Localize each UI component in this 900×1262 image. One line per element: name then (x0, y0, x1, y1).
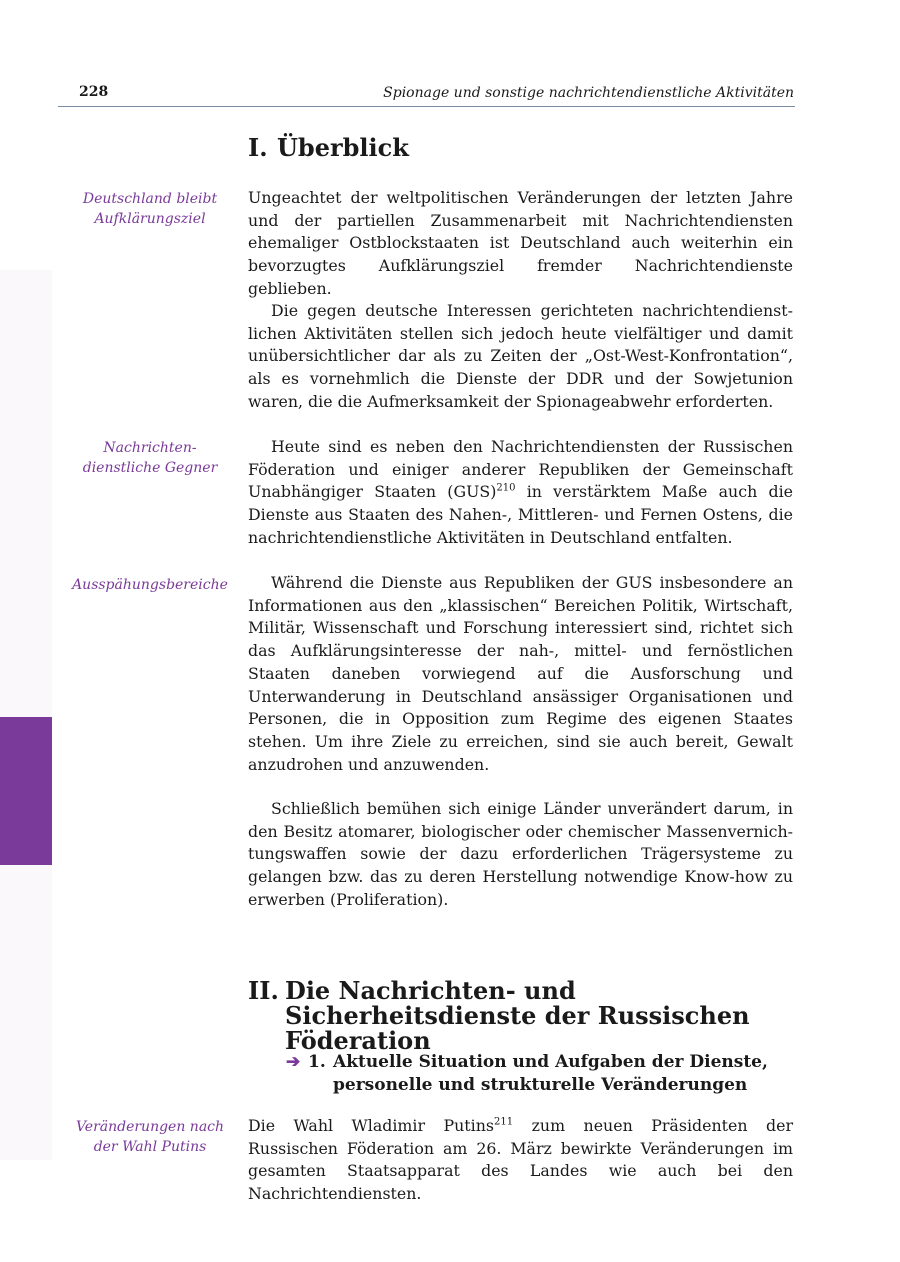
page-number: 228 (79, 84, 109, 100)
margin-tint (0, 270, 52, 1160)
subsection-heading (286, 1051, 806, 1097)
paragraph-text: Schließlich bemühen sich einige Länder unverändert darum, in den Besitz atomarer, biologischer oder chemischer Massenvernichtungswaffen sowie der dazu erforderlichen Trägersysteme zu gelangen bzw. das zu deren Herstellung notwendige Know-how zu erwerben (Proliferation). (248, 799, 793, 909)
running-title: Spionage und sonstige nachrichtendienstliche Aktivitäten (383, 85, 794, 101)
section-number: II. (248, 976, 279, 1005)
chapter-thumb-tab (0, 717, 52, 865)
margin-note-opponents: Nachrichten-dienstliche Gegner (82, 440, 218, 476)
paragraph-text (248, 436, 793, 550)
paragraph-text (248, 1115, 793, 1206)
paragraph-text: Die gegen deutsche Interessen gerichteten nachrichtendienstlichen Aktivitäten stellen sich jedoch heute vielfältiger und damit unübersichtlicher dar als zu Zeiten der „Ost-West-Konfrontation“, als es vornehmlich die Dienste der DDR und der Sowjetunion waren, die die Aufmerksamkeit der Spionageabwehr erforderten. (248, 301, 793, 411)
section-number: I. (248, 133, 268, 162)
paragraph (248, 1115, 793, 1206)
margin-note-putin: Veränderungen nach der Wahl Putins (75, 1119, 225, 1155)
subsection-title: Aktuelle Situation und Aufgaben der Dienste, personelle und strukturelle Veränderungen (333, 1052, 768, 1095)
subsection-number: 1. (308, 1052, 326, 1072)
paragraph (248, 300, 793, 414)
section-heading-overview (248, 135, 808, 160)
paragraph (248, 436, 793, 550)
footnote-ref[interactable]: 210 (496, 483, 516, 495)
section-heading-russian-services (248, 978, 808, 1053)
paragraph (248, 187, 793, 301)
margin-note-target: Deutschland bleibt Aufklärungsziel (82, 191, 218, 227)
paragraph (248, 798, 793, 912)
paragraph (248, 572, 793, 776)
paragraph-text: Während die Dienste aus Republiken der GUS insbesondere an Informationen aus den „klassischen“ Bereichen Politik, Wirtschaft, Militär, Wissenschaft und Forschung interessiert sind, richtet sich das Aufklärungsinteresse der nah-, mittel- und fernöstlichen Staaten daneben vorwiegend auf die Ausforschung und Unterwanderung in Deutschland ansässiger Organisationen und Personen, die in Opposition zum Regime des eigenen Staates stehen. Um ihre Ziele zu erreichen, sind sie auch bereit, Gewalt anzudrohen und anzuwenden. (248, 573, 793, 774)
margin-note-spying-areas: Ausspähungsbereiche (72, 577, 228, 593)
text-run: zum neuen Präsidenten der Russischen Föderation am 26. März bewirkte Veränderungen im gesamten Staatsapparat des Landes wie auch bei den Nachrichtendiensten. (248, 1116, 793, 1204)
text-run: Die Wahl Wladimir Putins (248, 1116, 494, 1135)
text-run: in verstärktem Maße auch die Dienste aus Staaten des Nahen-, Mittleren- und Fernen Ostens, die nachrichtendienstliche Aktivitäten in Deutschland entfalten. (248, 482, 793, 547)
header-rule (58, 106, 795, 107)
section-title: Die Nachrichten- und Sicherheitsdienste der Russischen Föderation (285, 976, 750, 1055)
footnote-ref[interactable]: 211 (493, 1116, 514, 1128)
paragraph-text: Ungeachtet der weltpolitischen Veränderungen der letzten Jahre und der partiellen Zusammenarbeit mit Nachrichtendiensten ehemaliger Ostblockstaaten ist Deutschland auch weiterhin ein bevorzugtes Aufklärungsziel fremder Nachrichtendienste geblieben. (248, 188, 793, 298)
text-run: Heute sind es neben den Nachrichtendiensten der Russischen Föderation und einiger anderer Republiken der Gemeinschaft Unabhängiger Staaten (GUS) (248, 437, 793, 502)
arrow-right-icon: ➔ (286, 1052, 301, 1072)
section-title: Überblick (277, 133, 409, 162)
